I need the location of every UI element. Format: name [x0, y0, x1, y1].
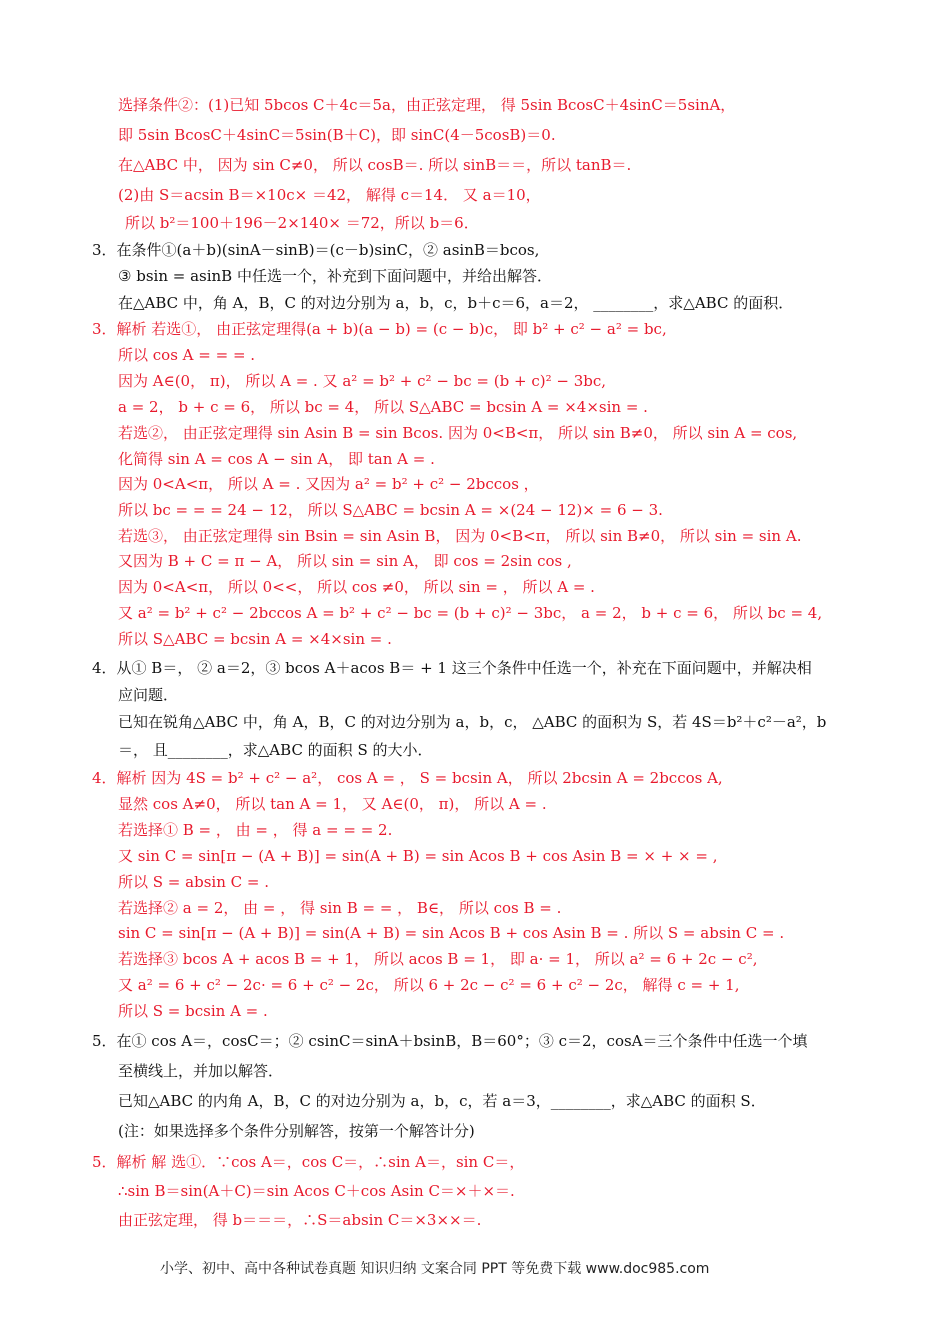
text-line: (2)由 S＝acsin B＝×10c× ＝42， 解得 c＝14． 又 a＝10， [118, 186, 541, 204]
text-line: 应问题． [118, 686, 179, 704]
text-line: 所以 S = absin C = . [118, 873, 269, 891]
text-line: 若选择② a = 2， 由 = ， 得 sin B = = ， B∈， 所以 cos B = . [118, 899, 562, 917]
answer-5: 5．解析 解 选①．∵cos A＝，cos C＝，∴sin A＝，sin C＝， [92, 1153, 525, 1171]
text-line: 因为 0<A<π， 所以 0<<， 所以 cos ≠0， 所以 sin = ， 所以 A = . [118, 578, 595, 596]
question-5: 5．在① cos A＝，cosC＝；② csinC＝sinA＋bsinB，B＝60°；③ c＝2，cosA＝三个条件中任选一个填 [92, 1032, 808, 1050]
text-line: 因为 0<A<π， 所以 A = . 又因为 a² = b² + c² − 2bccos ， [118, 475, 539, 493]
text-line: a = 2， b + c = 6， 所以 bc = 4， 所以 S△ABC = bcsin A = ×4×sin = . [118, 398, 648, 416]
text-line: 又 a² = b² + c² − 2bccos A = b² + c² − bc = (b + c)² − 3bc， a = 2， b + c = 6， 所以 bc = 4, [118, 604, 823, 622]
text-line: 若选②， 由正弦定理得 sin Asin B = sin Bcos. 因为 0<B<π， 所以 sin B≠0， 所以 sin A = cos, [118, 424, 798, 442]
text-line: 在△ABC 中， 因为 sin C≠0， 所以 cosB＝. 所以 sinB＝＝，所以 tanB＝. [118, 156, 632, 174]
text-line: 若选择① B = ， 由 = ， 得 a = = = 2. [118, 821, 393, 839]
page-footer: 小学、初中、高中各种试卷真题 知识归纳 文案合同 PPT 等免费下载 www.doc985.com [160, 1261, 710, 1277]
text-line: sin C = sin[π − (A + B)] = sin(A + B) = sin Acos B + cos Asin B = . 所以 S = absin C = . [118, 924, 785, 942]
text-line: ∴sin B＝sin(A＋C)＝sin Acos C＋cos Asin C＝×＋×＝. [118, 1182, 515, 1200]
text-line: 若选③， 由正弦定理得 sin Bsin = sin Asin B， 因为 0<B<π， 所以 sin B≠0， 所以 sin = sin A. [118, 527, 802, 545]
text-line: 若选择③ bcos A + acos B = + 1， 所以 acos B = 1， 即 a· = 1， 所以 a² = 6 + 2c − c², [118, 950, 758, 968]
text-line: ③ bsin = asinB 中任选一个，补充到下面问题中，并给出解答． [118, 267, 552, 285]
text-line: 选择条件②：(1)已知 5bcos C＋4c＝5a，由正弦定理， 得 5sin BcosC＋4sinC＝5sinA， [118, 96, 736, 114]
text-line: 所以 bc = = = 24 − 12， 所以 S△ABC = bcsin A = ×(24 − 12)× = 6 − 3. [118, 501, 663, 519]
answer-3: 3．解析 若选①， 由正弦定理得(a + b)(a − b) = (c − b)c， 即 b² + c² − a² = bc, [92, 320, 667, 338]
text-line: 又因为 B + C = π − A， 所以 sin = sin A， 即 cos = 2sin cos , [118, 552, 572, 570]
text-line: 所以 S = bcsin A = . [118, 1002, 268, 1020]
text-line: 即 5sin BcosC＋4sinC＝5sin(B＋C)，即 sinC(4－5cosB)＝0. [118, 126, 556, 144]
text-line: 至横线上，并加以解答． [118, 1062, 284, 1080]
text-line: 化简得 sin A = cos A − sin A， 即 tan A = . [118, 450, 435, 468]
text-line: 所以 cos A = = = . [118, 346, 256, 364]
text-line: 在△ABC 中，角 A，B，C 的对边分别为 a，b，c，b＋c＝6，a＝2， ________，求△ABC 的面积． [118, 294, 794, 312]
text-line: 又 sin C = sin[π − (A + B)] = sin(A + B) = sin Acos B + cos Asin B = × + × = , [118, 847, 718, 865]
text-line: 因为 A∈(0， π)， 所以 A = . 又 a² = b² + c² − bc = (b + c)² − 3bc, [118, 372, 607, 390]
text-line: 由正弦定理， 得 b＝＝＝，∴S＝absin C＝×3××＝. [118, 1211, 482, 1229]
text-line: (注：如果选择多个条件分别解答，按第一个解答计分) [118, 1122, 475, 1140]
text-line: 所以 S△ABC = bcsin A = ×4×sin = . [118, 630, 392, 648]
answer-4: 4．解析 因为 4S = b² + c² − a²， cos A = ， S = bcsin A， 所以 2bcsin A = 2bccos A, [92, 769, 723, 787]
text-line: 所以 b²＝100＋196－2×140× ＝72，所以 b＝6． [125, 214, 479, 232]
text-line: 又 a² = 6 + c² − 2c· = 6 + c² − 2c， 所以 6 + 2c − c² = 6 + c² − 2c， 解得 c = + 1, [118, 976, 740, 994]
text-line: 已知△ABC 的内角 A，B，C 的对边分别为 a，b，c，若 a＝3，________，求△ABC 的面积 S． [118, 1092, 766, 1110]
text-line: ＝， 且________，求△ABC 的面积 S 的大小． [118, 741, 433, 759]
text-line: 已知在锐角△ABC 中，角 A，B，C 的对边分别为 a，b，c， △ABC 的面积为 S，若 4S＝b²＋c²－a²，b [118, 713, 827, 731]
question-4: 4．从① B＝， ② a＝2，③ bcos A＋acos B＝ + 1 这三个条件中任选一个，补充在下面问题中，并解决相 [92, 659, 812, 677]
text-line: 显然 cos A≠0， 所以 tan A = 1， 又 A∈(0， π)， 所以 A = . [118, 795, 547, 813]
question-3: 3．在条件①(a＋b)(sinA－sinB)＝(c－b)sinC，② asinB＝bcos, [92, 241, 540, 259]
